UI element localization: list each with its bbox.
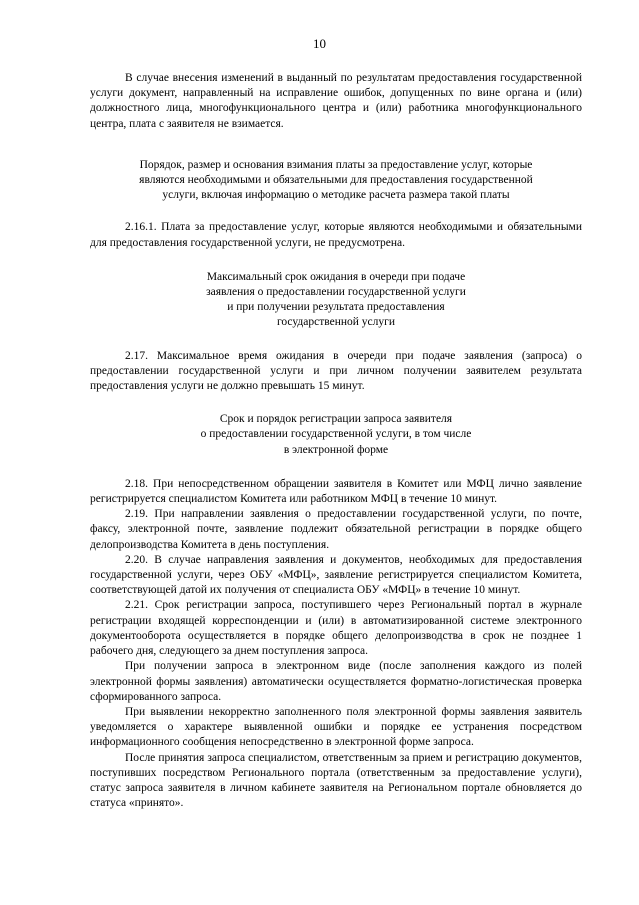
heading-line: о предоставлении государственной услуги, в том числе (200, 428, 472, 441)
heading-line: заявления о предоставлении государственной услуги (206, 286, 466, 299)
paragraph-fee-correction: В случае внесения изменений в выданный по результатам предоставления государственной услуги документ, направленный на исправление ошибок, допущенных по вине органа и (или) должностного лица, многофункционального центра и (или) работника многофункционального центра, плата с заявителя не взимается. (90, 72, 582, 130)
paragraph-2-19: 2.19. При направлении заявления о предоставлении государственной услуги, по почте, факсу, электронной почте, заявление подлежит обязательной регистрации в порядке общего делопроизводства Комитета в день поступления. (90, 508, 582, 551)
heading-fee-order (90, 158, 582, 204)
paragraph-error-notice: При выявлении некорректно заполненного поля электронной формы заявления заявитель уведомляется о характере выявленной ошибки и порядке ее устранения посредством информационного сообщения непосредственно в электронной форме запроса. (90, 705, 582, 749)
document-body (90, 71, 582, 811)
heading-line: и при получении результата предоставления (227, 301, 445, 314)
paragraph-status-accepted: После принятия запроса специалистом, ответственным за прием и регистрацию документов, поступивших посредством Регионального портала (ответственным за предоставление услуги), статус запроса заявителя в личном кабинете заявителя на Региональном портале обновляется до статуса «принято». (90, 751, 582, 810)
heading-line: в электронной форме (283, 443, 389, 456)
heading-max-wait (90, 270, 582, 331)
page-number: 10 (313, 36, 326, 51)
paragraph-2-21: 2.21. Срок регистрации запроса, поступившего через Региональный портал в журнале регистрации входящей корреспонденции и (или) в автоматизированной системе электронного документооборота осуществляется в порядке общего делопроизводства в срок не позднее 1 рабочего дня, следующего за днем поступления запроса. (90, 599, 582, 658)
heading-line: Срок и порядок регистрации запроса заявителя (219, 413, 453, 426)
heading-line: государственной услуги (276, 316, 396, 329)
paragraph-2-18: 2.18. При непосредственном обращении заявителя в Комитет или МФЦ лично заявление регистрируется специалистом Комитета или работником МФЦ в течение 10 минут. (90, 477, 582, 506)
heading-line: Максимальный срок ожидания в очереди при подаче (206, 270, 466, 283)
heading-line: Порядок, размер и основания взимания платы за предоставление услуг, которые (139, 158, 533, 171)
heading-line: являются необходимыми и обязательными для предоставления государственной (139, 174, 533, 187)
paragraph-2-16-1: 2.16.1. Плата за предоставление услуг, которые являются необходимыми и обязательными для предоставления государственной услуги, не предусмотрена. (90, 221, 582, 249)
paragraph-2-17: 2.17. Максимальное время ожидания в очереди при подаче заявления (запроса) о предоставлении государственной услуги и при личном получении заявителем результата предоставления услуги не должно превышать 15 минут. (90, 349, 582, 393)
paragraph-2-20: 2.20. В случае направления заявления и документов, необходимых для предоставления государственной услуги, через ОБУ «МФЦ», заявление регистрируется специалистом Комитета, соответствующей датой их получения от специалиста ОБУ «МФЦ» в течение 10 минут. (90, 553, 582, 597)
heading-registration (90, 412, 582, 458)
paragraph-electronic-check: При получении запроса в электронном виде (после заполнения каждого из полей электронной формы заявления) автоматически осуществляется форматно-логистическая проверка сформированного запроса. (90, 660, 582, 703)
heading-line: услуги, включая информацию о методике расчета размера такой платы (162, 189, 510, 202)
